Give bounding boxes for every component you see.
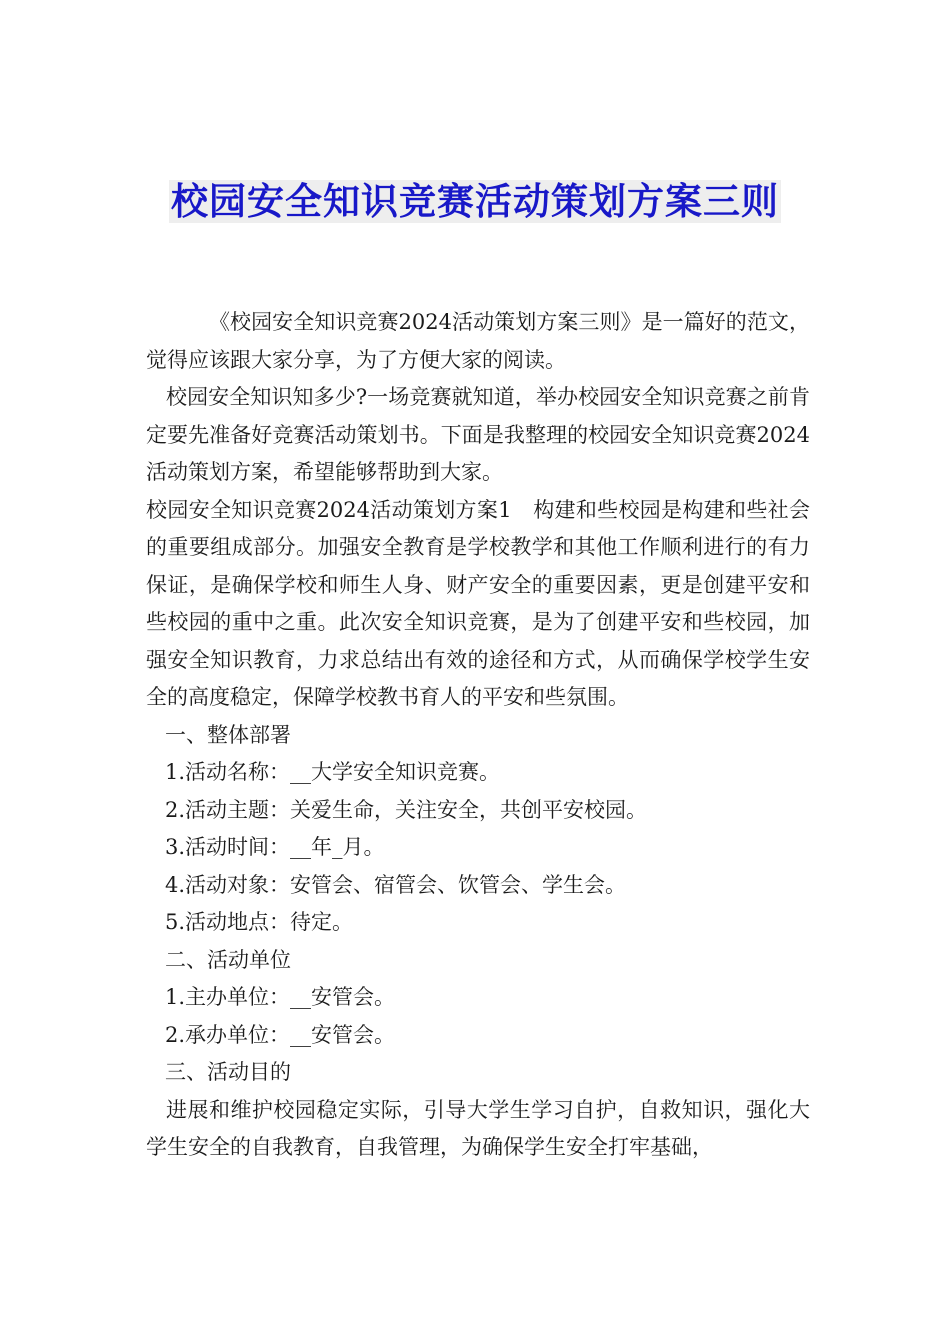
list-item: 2.活动主题：关爱生命，关注安全，共创平安校园。 xyxy=(165,797,648,822)
purpose-paragraph: 进展和维护校园稳定实际，引导大学生学习自护，自救知识，强化大学生安全的自我教育，自我管理，为确保学生安全打牢基础， xyxy=(146,1097,810,1159)
intro-paragraph: 《校园安全知识竞赛2024活动策划方案三则》是一篇好的范文，觉得应该跟大家分享，为了方便大家的阅读。 xyxy=(146,310,810,372)
section-heading-deployment: 一、整体部署 xyxy=(165,722,291,747)
list-item: 2.承办单位：__安管会。 xyxy=(165,1022,396,1047)
section-heading-units: 二、活动单位 xyxy=(165,947,291,972)
document-title xyxy=(0,178,950,226)
document-body xyxy=(146,304,810,1167)
list-item: 4.活动对象：安管会、宿管会、饮管会、学生会。 xyxy=(165,872,627,897)
list-item: 1.主办单位：__安管会。 xyxy=(165,985,396,1009)
section-heading-purpose: 三、活动目的 xyxy=(165,1060,291,1084)
summary-paragraph: 校园安全知识知多少?一场竞赛就知道，举办校园安全知识竞赛之前肯定要先准备好竞赛活动策划书。下面是我整理的校园安全知识竞赛2024活动策划方案，希望能够帮助到大家。 xyxy=(146,385,810,484)
document-title-text: 校园安全知识竞赛活动策划方案三则 xyxy=(171,180,779,223)
plan-one-paragraph: 校园安全知识竞赛2024活动策划方案1 构建和些校园是构建和些社会的重要组成部分。加强安全教育是学校教学和其他工作顺利进行的有力保证，是确保学校和师生人身、财产安全的重要因素，更是创建平安和些校园的重中之重。此次安全知识竞赛，是为了创建平安和些校园，加强安全知识教育，力求总结出有效的途径和方式，从而确保学校学生安全的高度稳定，保障学校教书育人的平安和些氛围。 xyxy=(146,497,810,709)
list-item: 5.活动地点：待定。 xyxy=(165,910,354,934)
list-item: 3.活动时间：__年_月。 xyxy=(165,835,385,859)
list-item: 1.活动名称：__大学安全知识竞赛。 xyxy=(165,760,501,784)
